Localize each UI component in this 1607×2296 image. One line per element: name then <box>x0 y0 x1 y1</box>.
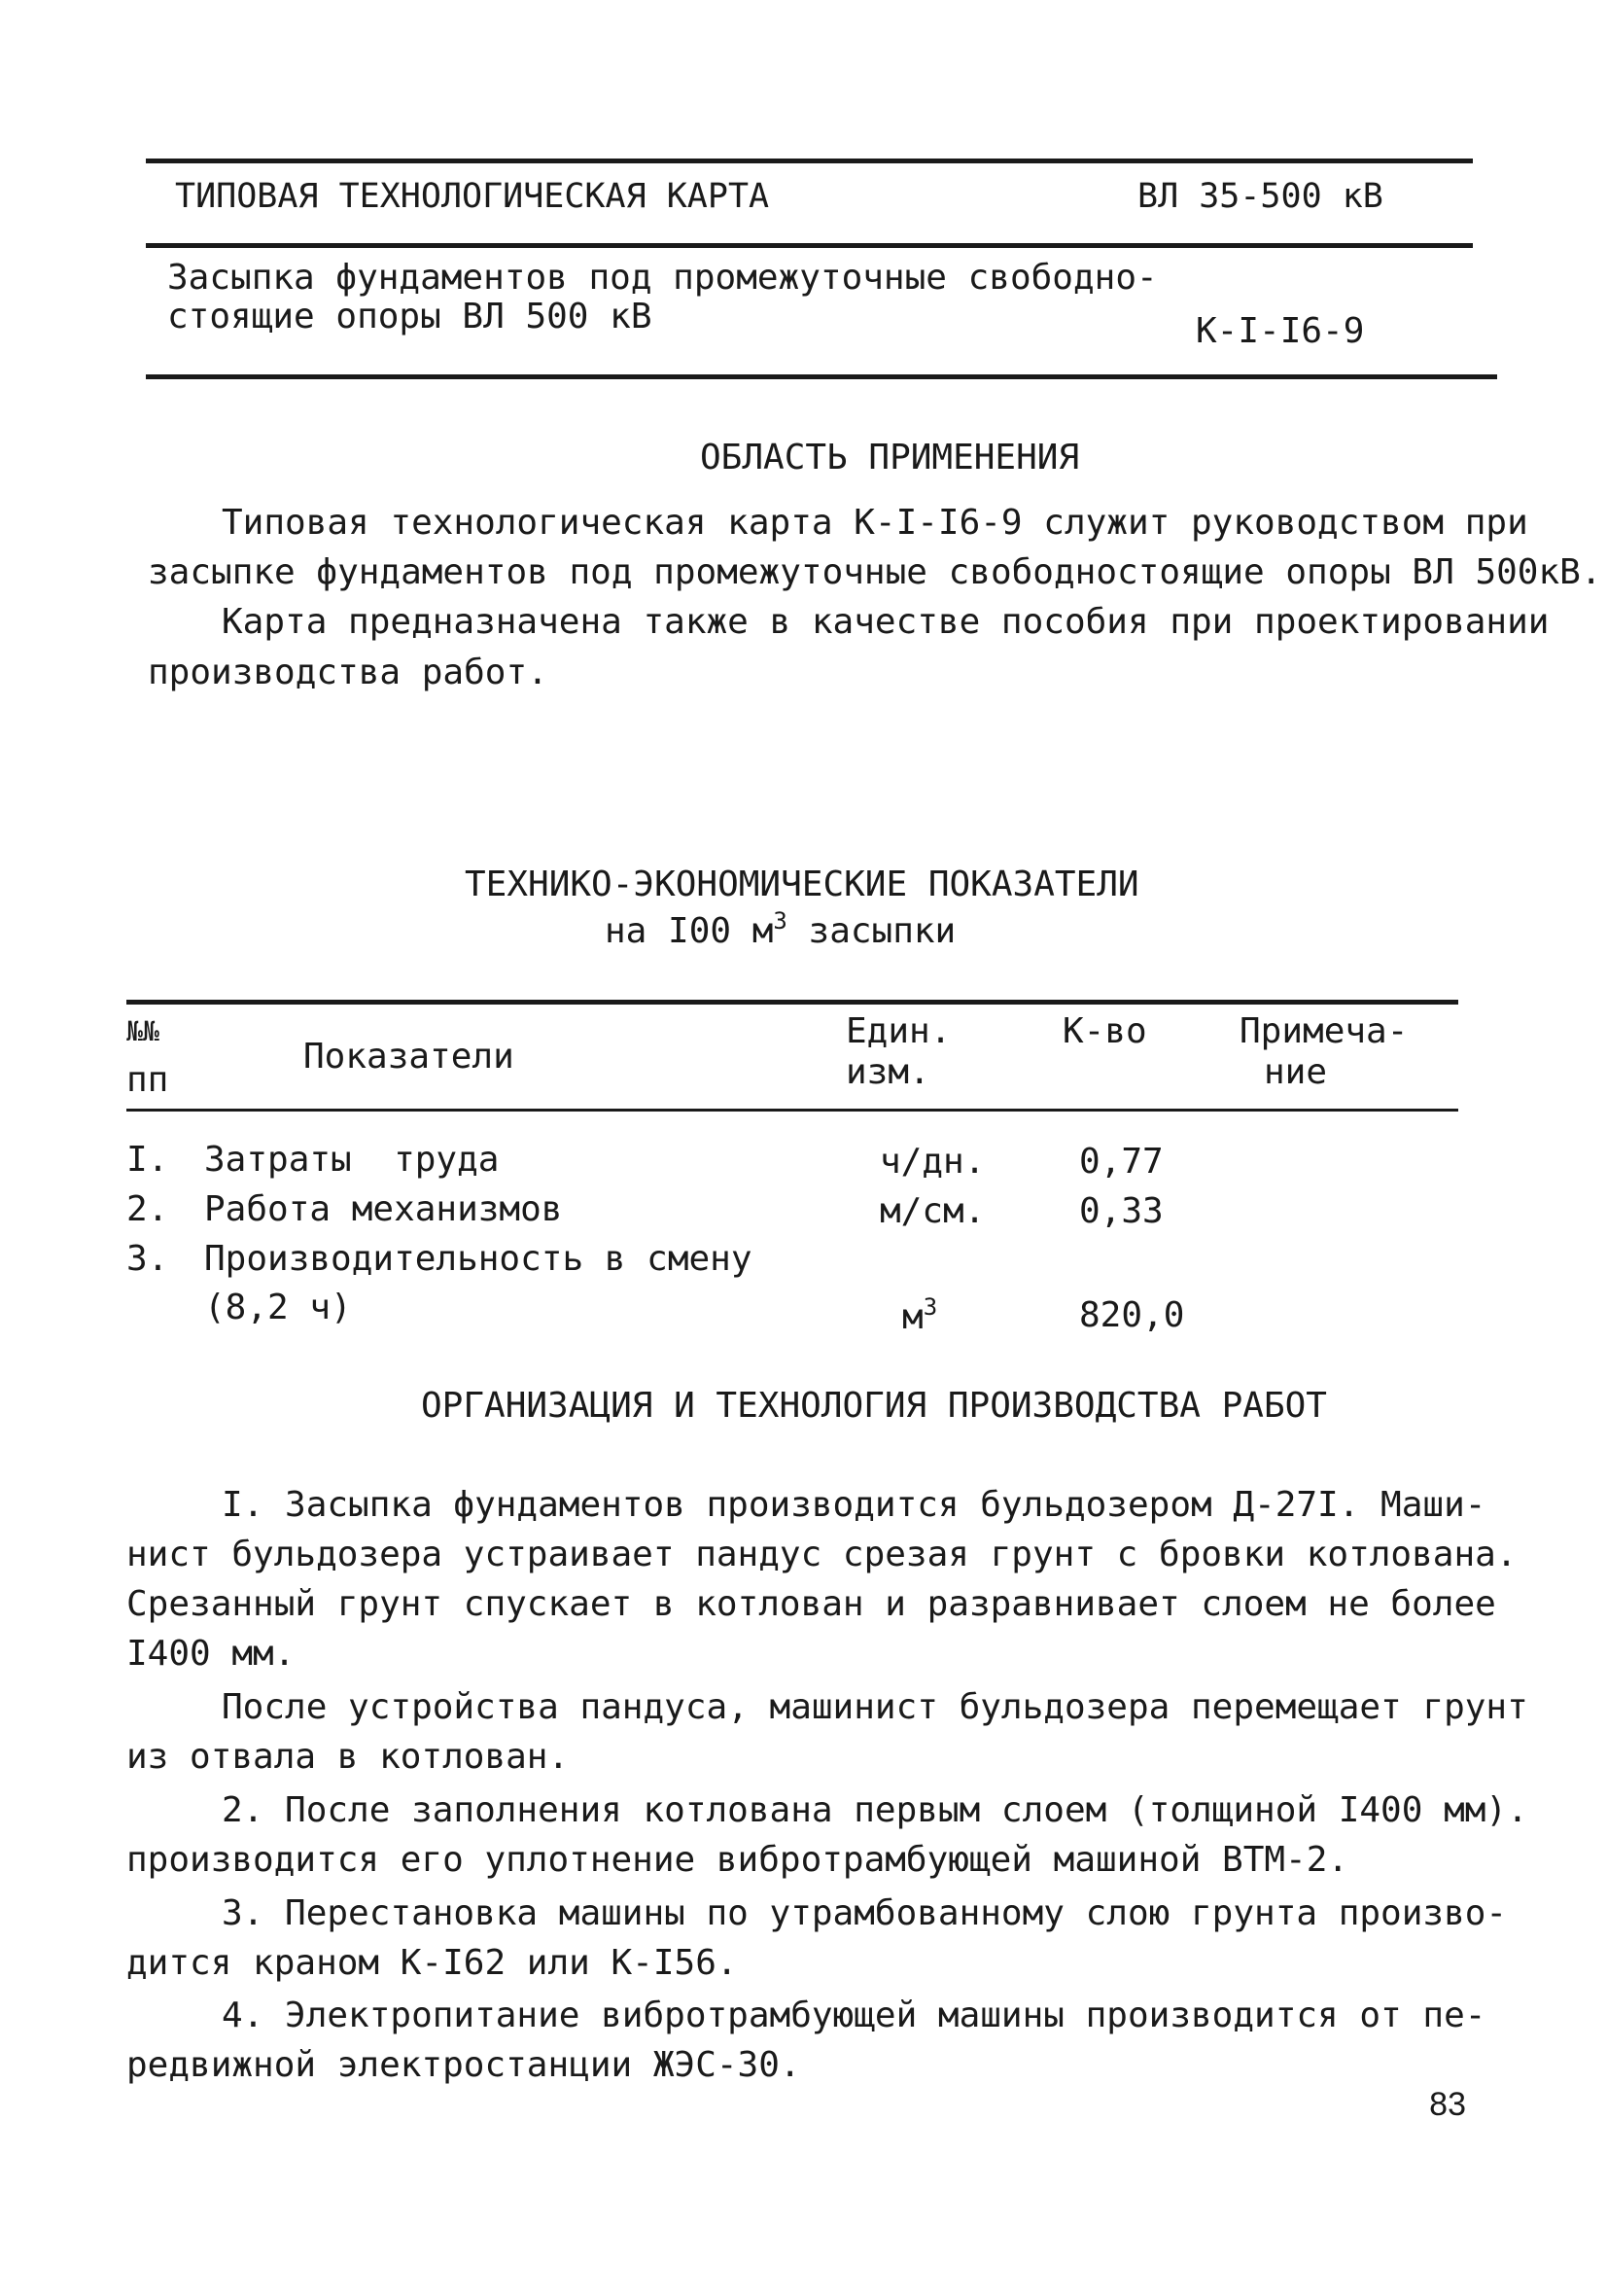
col-num-header-1: №№ <box>126 1015 159 1047</box>
card-code: К-I-I6-9 <box>1196 311 1365 351</box>
row-name: Работа механизмов <box>204 1189 563 1229</box>
row-qty: 0,33 <box>1079 1191 1164 1231</box>
col-note-header-1: Примеча- <box>1240 1011 1409 1051</box>
organization-line-2: нист бульдозера устраивает пандус срезая грунт с бровки котлована. <box>126 1535 1518 1574</box>
doc-type: ТИПОВАЯ ТЕХНОЛОГИЧЕСКАЯ КАРТА <box>175 177 770 216</box>
col-num-header-2: пп <box>126 1060 169 1100</box>
row-unit <box>902 1293 937 1342</box>
card-title-line2: стоящие опоры ВЛ 500 кВ <box>167 297 652 336</box>
row-name: Затраты труда <box>204 1140 500 1180</box>
organization-line-5: После устройства пандуса, машинист бульдозера перемещает грунт <box>222 1687 1528 1727</box>
row-num: 3. <box>126 1239 169 1279</box>
indicators-subheading-pre: на I00 м <box>605 911 774 951</box>
scope-line-1: Типовая технологическая карта К-I-I6-9 служит руководством при <box>222 503 1528 543</box>
col-qty-header: К-во <box>1063 1011 1147 1051</box>
row-unit-base: м <box>902 1297 924 1337</box>
card-title-line1: Засыпка фундаментов под промежуточные свободно- <box>167 258 1158 298</box>
indicators-subheading-sup: 3 <box>773 907 787 935</box>
indicators-heading: ТЕХНИКО-ЭКОНОМИЧЕСКИЕ ПОКАЗАТЕЛИ <box>465 865 1139 904</box>
col-note-header-2: ние <box>1264 1052 1328 1092</box>
indicators-subheading <box>605 906 956 957</box>
organization-line-3: Срезанный грунт спускает в котлован и разравнивает слоем не более <box>126 1584 1496 1624</box>
organization-line-7: 2. После заполнения котлована первым слоем (толщиной I400 мм). <box>222 1790 1528 1830</box>
table-top-rule <box>126 1000 1458 1005</box>
organization-line-8: производится его уплотнение вибротрамбующей машиной ВТМ-2. <box>126 1840 1349 1880</box>
organization-line-12: редвижной электростанции ЖЭС-30. <box>126 2045 801 2085</box>
scope-line-4: производства работ. <box>148 653 548 692</box>
organization-line-11: 4. Электропитание вибротрамбующей машины производится от пе- <box>222 1996 1486 2035</box>
row-unit: м/см. <box>880 1191 986 1231</box>
scope-line-3: Карта предназначена также в качестве пособия при проектировании <box>222 602 1550 642</box>
row-unit: ч/дн. <box>880 1142 986 1182</box>
table-header-rule <box>126 1109 1458 1112</box>
organization-line-1: I. Засыпка фундаментов производится бульдозером Д-27I. Маши- <box>222 1485 1486 1525</box>
row-qty: 820,0 <box>1079 1295 1185 1335</box>
organization-line-6: из отвала в котлован. <box>126 1737 570 1777</box>
organization-line-4: I400 мм. <box>126 1634 296 1674</box>
header-top-rule <box>146 159 1473 163</box>
header-mid-rule <box>146 243 1473 248</box>
indicators-subheading-post: засыпки <box>786 911 957 951</box>
row-qty: 0,77 <box>1079 1142 1164 1182</box>
header-bottom-rule <box>146 374 1497 379</box>
organization-line-10: дится краном К-I62 или К-I56. <box>126 1943 738 1983</box>
row-name: Производительность в смену <box>204 1239 752 1279</box>
organization-heading: ОРГАНИЗАЦИЯ И ТЕХНОЛОГИЯ ПРОИЗВОДСТВА РАБОТ <box>421 1386 1327 1426</box>
row-unit-sup: 3 <box>923 1293 938 1321</box>
row-name-continued: (8,2 ч) <box>204 1288 352 1327</box>
voltage-class: ВЛ 35-500 кВ <box>1137 177 1383 216</box>
page-number: 83 <box>1429 2086 1466 2123</box>
col-unit-header-2: изм. <box>846 1052 930 1092</box>
col-name-header: Показатели <box>303 1037 514 1077</box>
col-unit-header-1: Един. <box>846 1011 952 1051</box>
row-num: I. <box>126 1140 169 1180</box>
scope-line-2: засыпке фундаментов под промежуточные свободностоящие опоры ВЛ 500кВ. <box>148 552 1602 592</box>
row-num: 2. <box>126 1189 169 1229</box>
scope-heading: ОБЛАСТЬ ПРИМЕНЕНИЯ <box>700 438 1080 477</box>
organization-line-9: 3. Перестановка машины по утрамбованному слою грунта произво- <box>222 1893 1508 1933</box>
